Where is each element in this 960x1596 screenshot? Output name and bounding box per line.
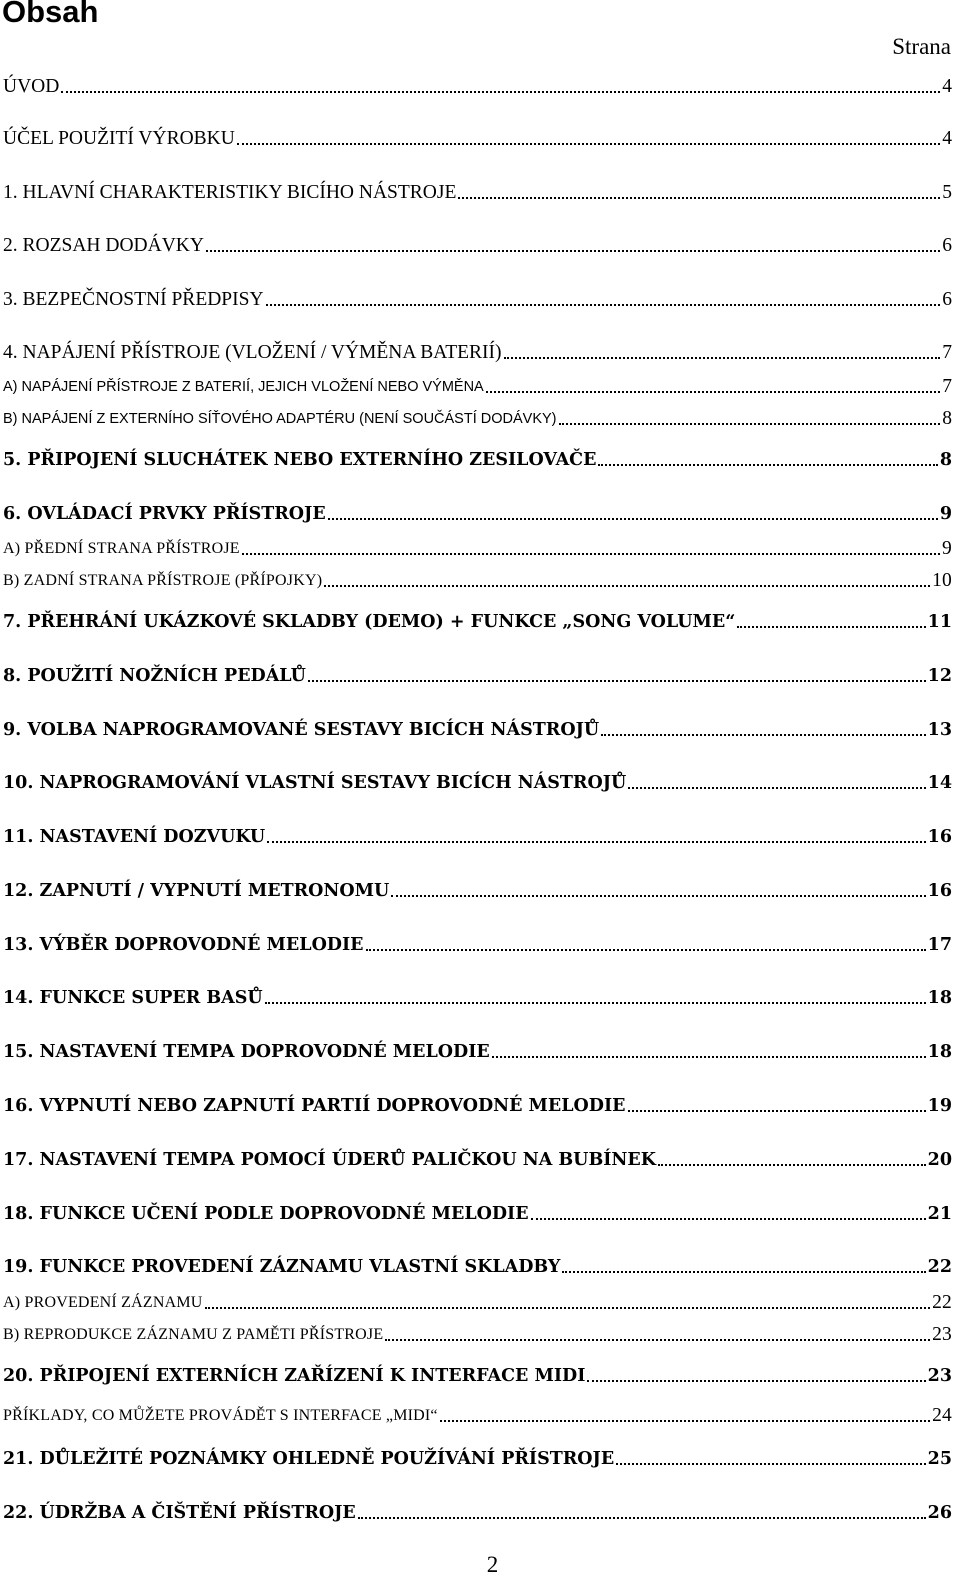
dot-leader (205, 1307, 931, 1309)
toc-entry-title: 3. BEZPEČNOSTNÍ PŘEDPISY (3, 289, 264, 310)
toc-entry-title: ÚVOD (3, 76, 60, 97)
dot-leader (324, 585, 930, 587)
dot-leader (628, 787, 925, 789)
toc-entry-uvod[interactable] (3, 72, 952, 98)
toc-entry-6b[interactable] (3, 566, 952, 592)
toc-entry-title: B) NAPÁJENÍ Z EXTERNÍHO SÍŤOVÉHO ADAPTÉRU (NENÍ SOUČÁSTÍ DODÁVKY) (3, 411, 557, 427)
toc-entry-19b[interactable] (3, 1320, 952, 1346)
dot-leader (559, 423, 941, 425)
toc-entry-title: A) PŘEDNÍ STRANA PŘÍSTROJE (3, 540, 240, 557)
toc-entry-title: 6. OVLÁDACÍ PRVKY PŘÍSTROJE (3, 504, 326, 524)
toc-entry-13[interactable] (3, 930, 952, 956)
toc-entry-16[interactable] (3, 1091, 952, 1117)
toc-entry-9[interactable] (3, 715, 952, 741)
dot-leader (242, 553, 940, 555)
dot-leader (61, 91, 940, 93)
toc-entry-19[interactable] (3, 1252, 952, 1278)
toc-entry-page: 16 (927, 881, 952, 901)
toc-entry-page: 25 (927, 1449, 952, 1469)
toc-entry-page: 5 (942, 182, 952, 203)
toc-entry-title: 22. ÚDRŽBA A ČIŠTĚNÍ PŘÍSTROJE (3, 1503, 356, 1523)
toc-entry-page: 11 (927, 612, 952, 632)
toc-entry-title: 8. POUŽITÍ NOŽNÍCH PEDÁLŮ (3, 666, 306, 686)
toc-entry-page: 8 (942, 408, 952, 429)
toc-entry-page: 16 (927, 827, 952, 847)
toc-entry-title: 19. FUNKCE PROVEDENÍ ZÁZNAMU VLASTNÍ SKLADBY (3, 1257, 561, 1277)
page-title: Obsah (2, 0, 99, 29)
dot-leader (265, 1002, 926, 1004)
toc-entry-title: 21. DŮLEŽITÉ POZNÁMKY OHLEDNĚ POUŽÍVÁNÍ PŘÍSTROJE (3, 1449, 615, 1469)
dot-leader (504, 357, 941, 359)
toc-entry-title: 13. VÝBĚR DOPROVODNÉ MELODIE (3, 935, 364, 955)
dot-leader (328, 518, 938, 520)
toc-entry-title: 14. FUNKCE SUPER BASŮ (3, 988, 263, 1008)
toc-entry-page: 7 (942, 342, 952, 363)
toc-entry-18[interactable] (3, 1199, 952, 1225)
toc-entry-21[interactable] (3, 1444, 952, 1470)
toc-entry-20[interactable] (3, 1361, 952, 1387)
toc-entry-title: 11. NASTAVENÍ DOZVUKU (3, 827, 266, 847)
dot-leader (358, 1517, 926, 1519)
toc-entry-15[interactable] (3, 1037, 952, 1063)
toc-entry-title: A) NAPÁJENÍ PŘÍSTROJE Z BATERIÍ, JEJICH VLOŽENÍ NEBO VÝMĚNA (3, 379, 484, 395)
toc-entry-title: 16. VYPNUTÍ NEBO ZAPNUTÍ PARTIÍ DOPROVODNÉ MELODIE (3, 1096, 626, 1116)
toc-entry-page: 9 (939, 504, 952, 524)
toc-entry-17[interactable] (3, 1145, 952, 1171)
toc-entry-page: 18 (927, 988, 952, 1008)
toc-entry-page: 22 (932, 1292, 952, 1313)
toc-entry-title: B) REPRODUKCE ZÁZNAMU Z PAMĚTI PŘÍSTROJE (3, 1326, 384, 1343)
dot-leader (385, 1339, 930, 1341)
dot-leader (658, 1164, 926, 1166)
toc-entry-title: 7. PŘEHRÁNÍ UKÁZKOVÉ SKLADBY (DEMO) + FUNKCE „SONG VOLUME“ (3, 612, 736, 632)
toc-entry-title: 18. FUNKCE UČENÍ PODLE DOPROVODNÉ MELODIE (3, 1204, 529, 1224)
toc-entry-title: ÚČEL POUŽITÍ VÝROBKU (3, 128, 235, 149)
dot-leader (458, 197, 940, 199)
dot-leader (616, 1463, 925, 1465)
toc-entry-page: 9 (942, 538, 952, 559)
toc-entry-8[interactable] (3, 661, 952, 687)
toc-entry-page: 12 (927, 666, 952, 686)
dot-leader (366, 949, 926, 951)
dot-leader (598, 464, 937, 466)
dot-leader (267, 841, 925, 843)
toc-entry-title: 4. NAPÁJENÍ PŘÍSTROJE (VLOŽENÍ / VÝMĚNA BATERIÍ) (3, 342, 502, 363)
toc-entry-11[interactable] (3, 822, 952, 848)
dot-leader (486, 391, 941, 393)
toc-entry-page: 17 (927, 935, 952, 955)
toc-entry-6a[interactable] (3, 534, 952, 560)
toc-entry-title: 2. ROZSAH DODÁVKY (3, 235, 204, 256)
toc-entry-3[interactable] (3, 285, 952, 311)
toc-entry-title: PŘÍKLADY, CO MŮŽETE PROVÁDĚT S INTERFACE „MIDI“ (3, 1407, 438, 1424)
dot-leader (308, 680, 926, 682)
toc-entry-title: 20. PŘIPOJENÍ EXTERNÍCH ZAŘÍZENÍ K INTERFACE MIDI (3, 1366, 586, 1386)
toc-entry-7[interactable] (3, 607, 952, 633)
dot-leader (531, 1218, 926, 1220)
toc-entry-title: 12. ZAPNUTÍ / VYPNUTÍ METRONOMU (3, 881, 390, 901)
toc-entry-page: 8 (939, 450, 952, 470)
toc-entry-1[interactable] (3, 178, 952, 204)
dot-leader (562, 1271, 925, 1273)
dot-leader (628, 1110, 926, 1112)
table-of-contents (3, 0, 952, 1560)
dot-leader (391, 895, 925, 897)
toc-entry-ucel[interactable] (3, 124, 952, 150)
toc-entry-page: 20 (927, 1150, 952, 1170)
dot-leader (206, 250, 940, 252)
toc-entry-page: 4 (942, 128, 952, 149)
toc-entry-4b[interactable] (3, 404, 952, 430)
toc-entry-page: 19 (927, 1096, 952, 1116)
dot-leader (601, 734, 926, 736)
toc-entry-4[interactable] (3, 338, 952, 364)
toc-entry-page: 22 (927, 1257, 952, 1277)
toc-entry-title: 17. NASTAVENÍ TEMPA POMOCÍ ÚDERŮ PALIČKOU NA BUBÍNEK (3, 1150, 656, 1170)
toc-entry-4a[interactable] (3, 372, 952, 398)
toc-entry-page: 6 (942, 289, 952, 310)
toc-entry-title: 5. PŘIPOJENÍ SLUCHÁTEK NEBO EXTERNÍHO ZESILOVAČE (3, 450, 597, 470)
toc-entry-title: 9. VOLBA NAPROGRAMOVANÉ SESTAVY BICÍCH NÁSTROJŮ (3, 720, 600, 740)
toc-entry-page: 24 (932, 1405, 952, 1426)
toc-entry-midi-examples[interactable] (3, 1401, 952, 1427)
dot-leader (440, 1420, 930, 1422)
toc-entry-page: 23 (927, 1366, 952, 1386)
toc-entry-5[interactable] (3, 445, 952, 471)
toc-entry-page: 23 (932, 1324, 952, 1345)
toc-entry-19a[interactable] (3, 1288, 952, 1314)
toc-entry-title: 10. NAPROGRAMOVÁNÍ VLASTNÍ SESTAVY BICÍCH NÁSTROJŮ (3, 773, 627, 793)
dot-leader (492, 1056, 926, 1058)
dot-leader (237, 143, 940, 145)
toc-entry-title: 15. NASTAVENÍ TEMPA DOPROVODNÉ MELODIE (3, 1042, 490, 1062)
toc-entry-page: 13 (927, 720, 952, 740)
toc-entry-page: 21 (927, 1204, 952, 1224)
page-column-label: Strana (892, 34, 951, 59)
dot-leader (587, 1380, 925, 1382)
toc-entry-title: A) PROVEDENÍ ZÁZNAMU (3, 1294, 203, 1311)
toc-entry-page: 18 (927, 1042, 952, 1062)
toc-entry-2[interactable] (3, 231, 952, 257)
toc-entry-page: 26 (927, 1503, 952, 1523)
toc-entry-14[interactable] (3, 983, 952, 1009)
toc-entry-page: 4 (942, 76, 952, 97)
toc-entry-page: 14 (927, 773, 952, 793)
page-number: 2 (486, 1552, 499, 1577)
toc-entry-12[interactable] (3, 876, 952, 902)
toc-entry-page: 7 (942, 376, 952, 397)
toc-entry-title: B) ZADNÍ STRANA PŘÍSTROJE (PŘÍPOJKY) (3, 572, 323, 589)
toc-entry-10[interactable] (3, 768, 952, 794)
toc-entry-page: 6 (942, 235, 952, 256)
toc-entry-6[interactable] (3, 499, 952, 525)
dot-leader (266, 304, 941, 306)
toc-entry-page: 10 (932, 570, 952, 591)
toc-entry-22[interactable] (3, 1498, 952, 1524)
dot-leader (737, 626, 925, 628)
toc-entry-title: 1. HLAVNÍ CHARAKTERISTIKY BICÍHO NÁSTROJE (3, 182, 457, 203)
